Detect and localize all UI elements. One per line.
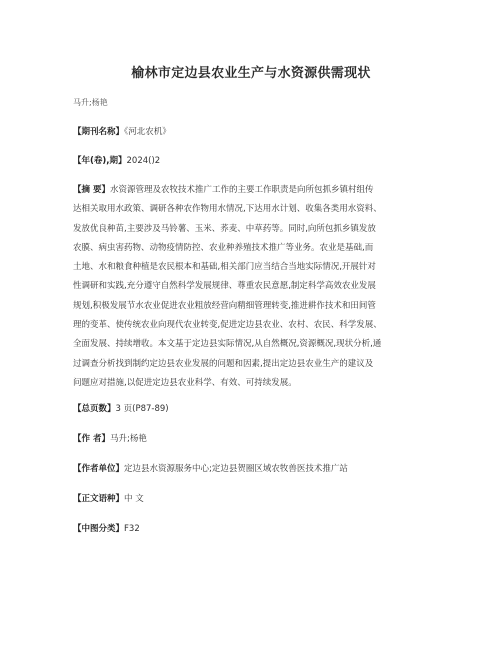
abstract-line: 全面发展、持续增收。本文基于定边县实际情况,从自然概况,资源概况,现状分析,通 [73, 339, 382, 350]
journal-label: 【期刊名称】 [73, 127, 125, 137]
abstract-line: 发放优良种苗,主要涉及马铃薯、玉米、荞麦、中草药等。同时,向所包抓乡镇发放 [73, 223, 376, 234]
classification-field [73, 520, 433, 539]
abstract-label: 【摘 要】 [73, 185, 110, 195]
authors-value: 马升;杨艳 [109, 434, 147, 444]
author-byline: 马升;杨艳 [73, 98, 108, 107]
year-issue-value: 2024()2 [126, 156, 161, 166]
pages-field [73, 400, 433, 419]
abstract-field [73, 181, 433, 393]
abstract-text: 水资源管理及农牧技术推广工作的主要工作职责是向所包抓乡镇村组传 [109, 185, 374, 195]
abstract-line: 过调查分析找到制约定边县农业发展的问题和因素,提出定边县农业生产的建议及 [73, 358, 374, 369]
year-issue-label: 【年(卷),期】 [73, 156, 127, 166]
classification-label: 【中图分类】 [73, 524, 125, 534]
abstract-line: 理的变革、使传统农业向现代农业转变,促进定边县农业、农村、农民、科学发展、 [73, 320, 382, 331]
abstract-line: 农膜、病虫害药物、动物疫情防控、农业种养殖技术推广等业务。农业是基础,而 [73, 242, 374, 253]
abstract-line: 问题应对措施,以促进定边县农业科学、有效、可持续发展。 [73, 377, 297, 388]
abstract-line: 土地、水和粮食种植是农民根本和基础,相关部门应当结合当地实际情况,开展针对 [73, 262, 376, 273]
authors-label: 【作 者】 [73, 434, 110, 444]
document-title: 榆林市定边县农业生产与水资源供需现状 [131, 66, 371, 81]
journal-field [73, 123, 433, 142]
affiliation-field [73, 460, 433, 479]
language-field [73, 490, 433, 509]
affiliation-value: 定边县水资源服务中心;定边县贺圈区域农牧兽医技术推广站 [124, 464, 348, 474]
affiliation-label: 【作者单位】 [73, 464, 125, 474]
abstract-line: 规划,积极发展节水农业促进农业粗放经营向精细管理转变,推进耕作技术和田间管 [73, 300, 376, 311]
authors-field [73, 430, 433, 449]
pages-value: 3 页(P87-89) [115, 404, 169, 414]
classification-value: F32 [124, 524, 140, 534]
language-value: 中 文 [124, 494, 144, 504]
abstract-line: 性调研和实践,充分遵守自然科学发展规律、尊重农民意愿,制定科学高效农业发展 [73, 281, 376, 292]
pages-label: 【总页数】 [73, 404, 116, 414]
abstract-line: 达相关取用水政策、调研各种农作物用水情况,下达用水计划、收集各类用水资料、 [73, 204, 382, 215]
language-label: 【正文语种】 [73, 494, 125, 504]
abstract-line [73, 181, 433, 200]
journal-value: 《河北农机》 [124, 127, 171, 137]
year-issue-field [73, 152, 433, 171]
